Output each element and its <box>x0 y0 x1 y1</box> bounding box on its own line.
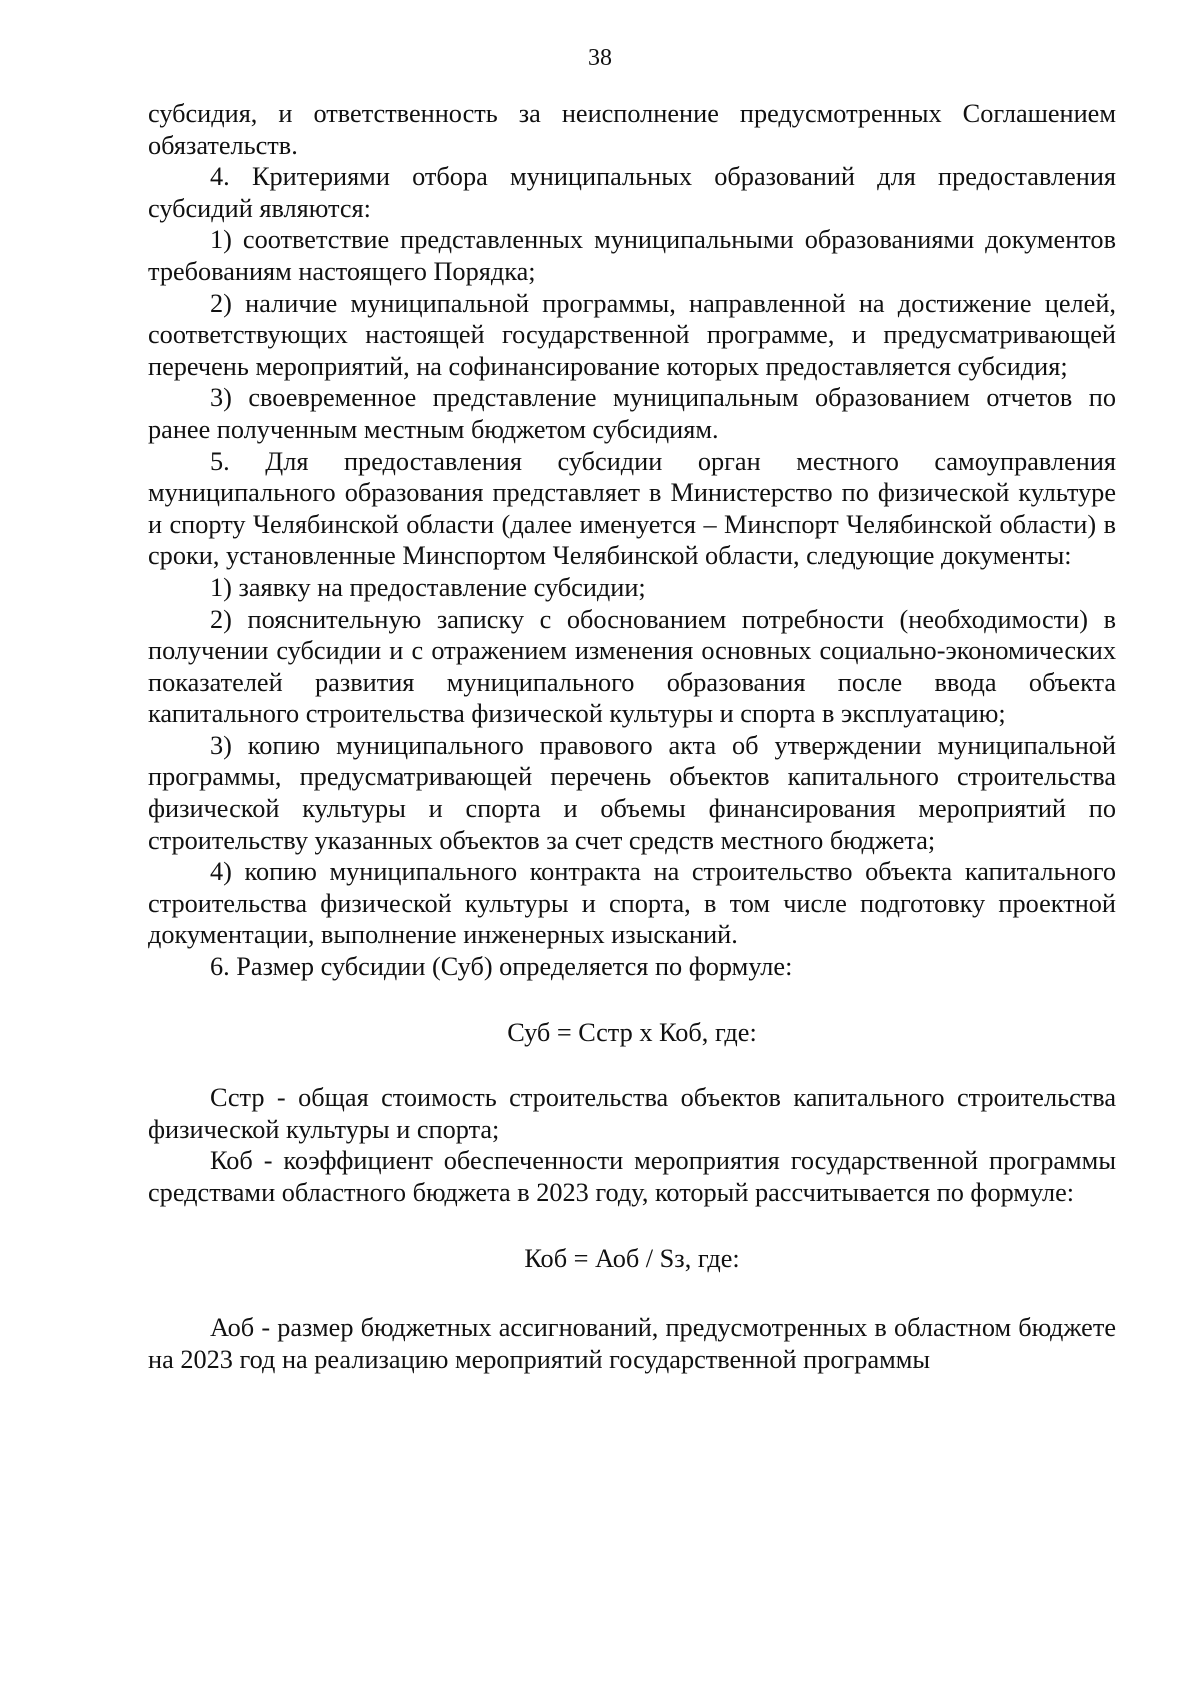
list-item-document-1: 1) заявку на предоставление субсидии; <box>210 572 646 602</box>
definition-total-cost: Сстр - общая стоимость строительства объектов капитального строительства физической культуры и спорта; <box>148 1083 1116 1144</box>
list-item-document-2: 2) пояснительную записку с обоснованием потребности (необходимости) в получении субсидии и с отражением изменения основных социально-экономических показателей развития муниципального образования после ввода объекта капитального строительства физической культуры и спорта в эксплуатацию; <box>148 604 1116 729</box>
list-item-criterion-3: 3) своевременное представление муниципальным образованием отчетов по ранее полученным местным бюджетом субсидиям. <box>148 383 1116 444</box>
paragraph-subsidy-size: 6. Размер субсидии (Суб) определяется по формуле: <box>210 952 793 982</box>
definition-budget-allocation: Аоб - размер бюджетных ассигнований, предусмотренных в областном бюджете на 2023 год на реализацию мероприятий государственной программы <box>148 1313 1116 1374</box>
document-body <box>148 98 1116 1375</box>
definition-coefficient: Коб - коэффициент обеспеченности мероприятия государственной программы средствами областного бюджета в 2023 году, который рассчитывается по формуле: <box>148 1146 1116 1207</box>
formula-coefficient: Коб = Аоб / Sз, где: <box>524 1243 740 1273</box>
list-item-document-3: 3) копию муниципального правового акта об утверждении муниципальной программы, предусматривающей перечень объектов капитального строительства физической культуры и спорта и объемы финансирования мероприятий по строительству указанных объектов за счет средств местного бюджета; <box>148 730 1116 855</box>
paragraph-continuation: субсидия, и ответственность за неисполнение предусмотренных Соглашением обязательств. <box>148 99 1116 160</box>
list-item-criterion-1: 1) соответствие представленных муниципальными образованиями документов требованиям настоящего Порядка; <box>148 225 1116 286</box>
paragraph-selection-criteria: 4. Критериями отбора муниципальных образований для предоставления субсидий являются: <box>148 162 1116 223</box>
formula-subsidy: Суб = Сстр х Коб, где: <box>507 1017 757 1047</box>
page-number: 38 <box>588 45 612 71</box>
list-item-criterion-2: 2) наличие муниципальной программы, направленной на достижение целей, соответствующих настоящей государственной программе, и предусматривающей перечень мероприятий, на софинансирование которых предоставляется субсидия; <box>148 288 1116 381</box>
list-item-document-4: 4) копию муниципального контракта на строительство объекта капитального строительства физической культуры и спорта, в том числе подготовку проектной документации, выполнение инженерных изысканий. <box>148 857 1116 950</box>
paragraph-required-documents: 5. Для предоставления субсидии орган местного самоуправления муниципального образования представляет в Министерство по физической культуре и спорту Челябинской области (далее именуется – Минспорт Челябинской области) в сроки, установленные Минспортом Челябинской области, следующие документы: <box>148 446 1116 571</box>
